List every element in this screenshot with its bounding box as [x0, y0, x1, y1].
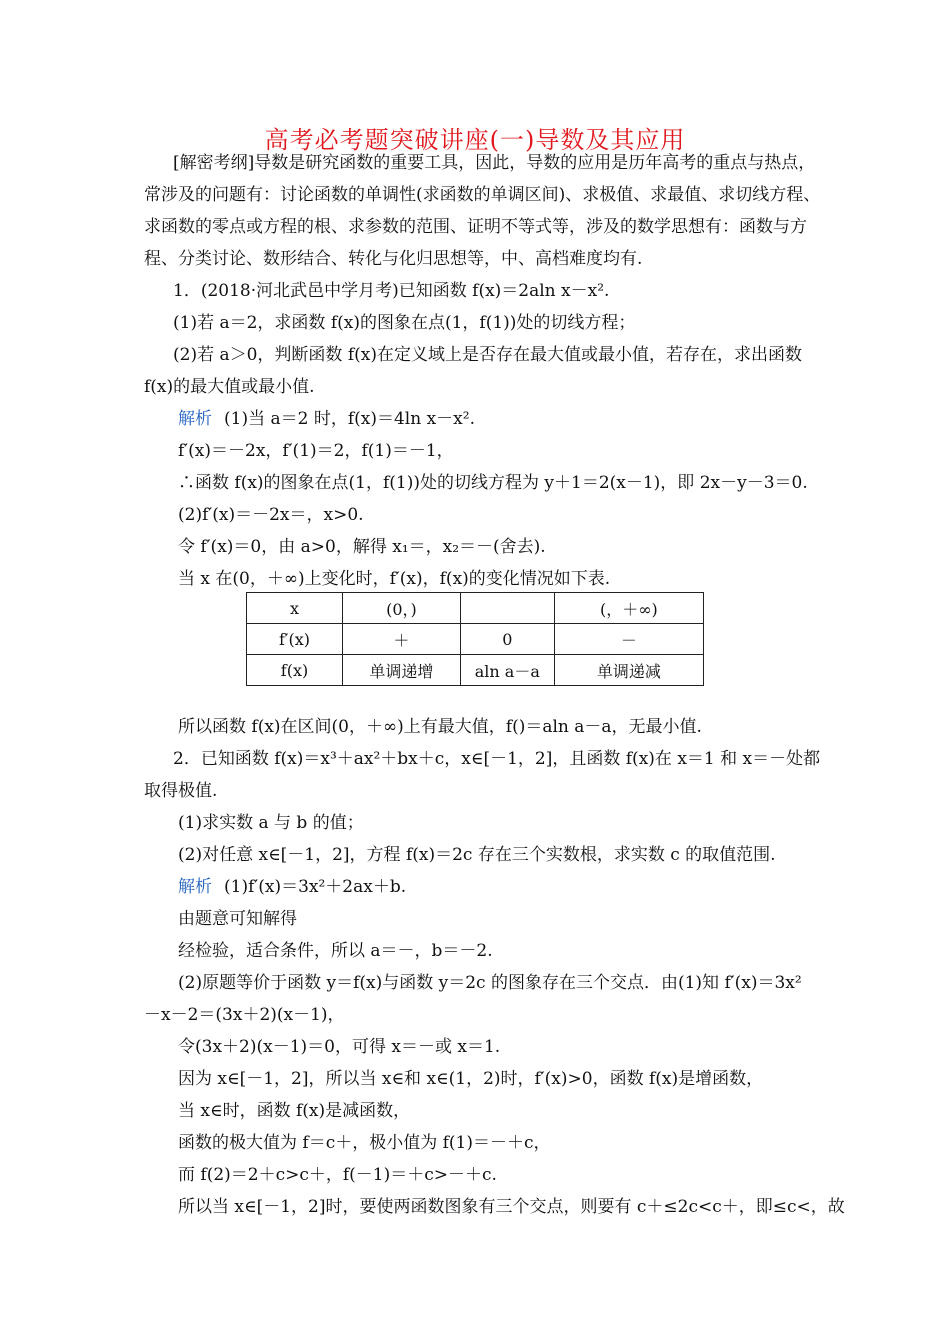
table-cell: f′(x): [247, 624, 343, 655]
table-cell: f(x): [247, 655, 343, 686]
line-text: 因为 x∈[－1，2]，所以当 x∈和 x∈(1，2)时，f′(x)>0，函数 f(x)是增函数，: [178, 1069, 764, 1089]
text-line: [178, 1196, 845, 1218]
text-line: [178, 972, 802, 994]
line-text: (2)原题等价于函数 y＝f(x)与函数 y＝2c 的图象存在三个交点．由(1)知 f′(x)＝3x²: [178, 973, 802, 993]
line-text: －x－2＝(3x＋2)(x－1)，: [144, 1005, 345, 1025]
line-text: (1)f′(x)＝3x²＋2ax＋b.: [224, 877, 407, 897]
text-line: [178, 408, 475, 430]
text-line: [178, 504, 364, 526]
line-text: 常涉及的问题有：讨论函数的单调性(求函数的单调区间)、求极值、求最值、求切线方程、: [144, 185, 821, 205]
line-text: 求函数的零点或方程的根、求参数的范围、证明不等式等，涉及的数学思想有：函数与方: [144, 217, 807, 237]
text-line: [144, 376, 315, 398]
line-text: (1)求实数 a 与 b 的值；: [178, 813, 364, 833]
text-line: [173, 312, 635, 334]
table-cell: [460, 593, 554, 624]
text-line: [178, 908, 297, 930]
line-text: (2)若 a＞0，判断函数 f(x)在定义域上是否存在最大值或最小值，若存在，求出函数: [173, 345, 802, 365]
text-line: [178, 472, 808, 494]
line-text: (1)若 a＝2，求函数 f(x)的图象在点(1，f(1))处的切线方程；: [173, 313, 636, 333]
table-row: [247, 624, 704, 655]
text-line: [173, 152, 815, 174]
text-line: [178, 1100, 410, 1122]
analysis-label: 解析: [178, 877, 212, 897]
table-cell: －: [554, 624, 703, 655]
table-cell: x: [247, 593, 343, 624]
text-line: [178, 812, 364, 834]
text-line: [144, 184, 820, 206]
text-line: [144, 248, 642, 270]
text-line: [144, 216, 807, 238]
line-text: (2)对任意 x∈[－1，2]，方程 f(x)＝2c 存在三个实数根，求实数 c 的取值范围.: [178, 845, 776, 865]
line-text: f(x)的最大值或最小值.: [144, 377, 315, 397]
line-text: 当 x 在(0，＋∞)上变化时，f′(x)，f(x)的变化情况如下表.: [178, 569, 611, 589]
text-line: [144, 1004, 345, 1026]
line-text: 令 f′(x)＝0，由 a>0，解得 x₁＝，x₂＝－(舍去).: [178, 537, 546, 557]
line-text: 程、分类讨论、数形结合、转化与化归思想等，中、高档难度均有.: [144, 249, 643, 269]
line-text: [解密考纲]导数是研究函数的重要工具，因此，导数的应用是历年高考的重点与热点，: [173, 153, 816, 173]
text-line: [178, 940, 493, 962]
line-text: 令(3x＋2)(x－1)＝0，可得 x＝－或 x＝1.: [178, 1037, 501, 1057]
table-cell: 单调递减: [554, 655, 703, 686]
line-text: (1)当 a＝2 时，f(x)＝4ln x－x².: [224, 409, 475, 429]
text-line: [178, 536, 546, 558]
variation-table: [246, 592, 704, 686]
text-line: [178, 844, 776, 866]
text-line: [178, 568, 610, 590]
line-text: 所以当 x∈[－1，2]时，要使两函数图象有三个交点，则要有 c＋≤2c<c＋，即≤c<，故: [178, 1197, 845, 1217]
table-cell: 单调递增: [343, 655, 461, 686]
line-text: 1．(2018·河北武邑中学月考)已知函数 f(x)＝2aln x－x².: [173, 281, 610, 301]
text-line: [178, 1036, 500, 1058]
table-row: [247, 593, 704, 624]
line-text: ∴函数 f(x)的图象在点(1，f(1))处的切线方程为 y＋1＝2(x－1)，即 2x－y－3＝0.: [178, 473, 808, 493]
line-text: 由题意可知解得: [178, 909, 297, 929]
text-line: [178, 1132, 551, 1154]
line-text: f′(x)＝－2x，f′(1)＝2，f(1)＝－1，: [178, 441, 454, 461]
table-cell: aln a－a: [460, 655, 554, 686]
analysis-label: 解析: [178, 409, 212, 429]
text-line: [173, 748, 820, 770]
table-row: [247, 655, 704, 686]
table-cell: ＋: [343, 624, 461, 655]
table-cell: (，＋∞): [554, 593, 703, 624]
line-text: 函数的极大值为 f＝c＋，极小值为 f(1)＝－＋c，: [178, 1133, 551, 1153]
line-text: 2．已知函数 f(x)＝x³＋ax²＋bx＋c，x∈[－1，2]，且函数 f(x)在 x＝1 和 x＝－处都: [173, 749, 821, 769]
table-cell: 0: [460, 624, 554, 655]
line-text: 所以函数 f(x)在区间(0，＋∞)上有最大值，f()＝aln a－a，无最小值.: [178, 717, 702, 737]
line-text: 而 f(2)＝2＋c>c＋，f(－1)＝＋c>－＋c.: [178, 1165, 497, 1185]
text-line: [173, 344, 802, 366]
line-text: 取得极值.: [144, 781, 218, 801]
text-line: [178, 876, 406, 898]
page-title: 高考必考题突破讲座(一)导数及其应用: [264, 126, 686, 154]
text-line: [144, 780, 217, 802]
text-line: [178, 1164, 497, 1186]
table-cell: (0，): [343, 593, 461, 624]
line-text: 经检验，适合条件，所以 a＝－，b＝－2.: [178, 941, 493, 961]
line-text: (2)f′(x)＝－2x＝，x>0.: [178, 505, 364, 525]
text-line: [178, 716, 702, 738]
line-text: 当 x∈时，函数 f(x)是减函数，: [178, 1101, 411, 1121]
text-line: [178, 440, 454, 462]
text-line: [173, 280, 609, 302]
text-line: [178, 1068, 763, 1090]
